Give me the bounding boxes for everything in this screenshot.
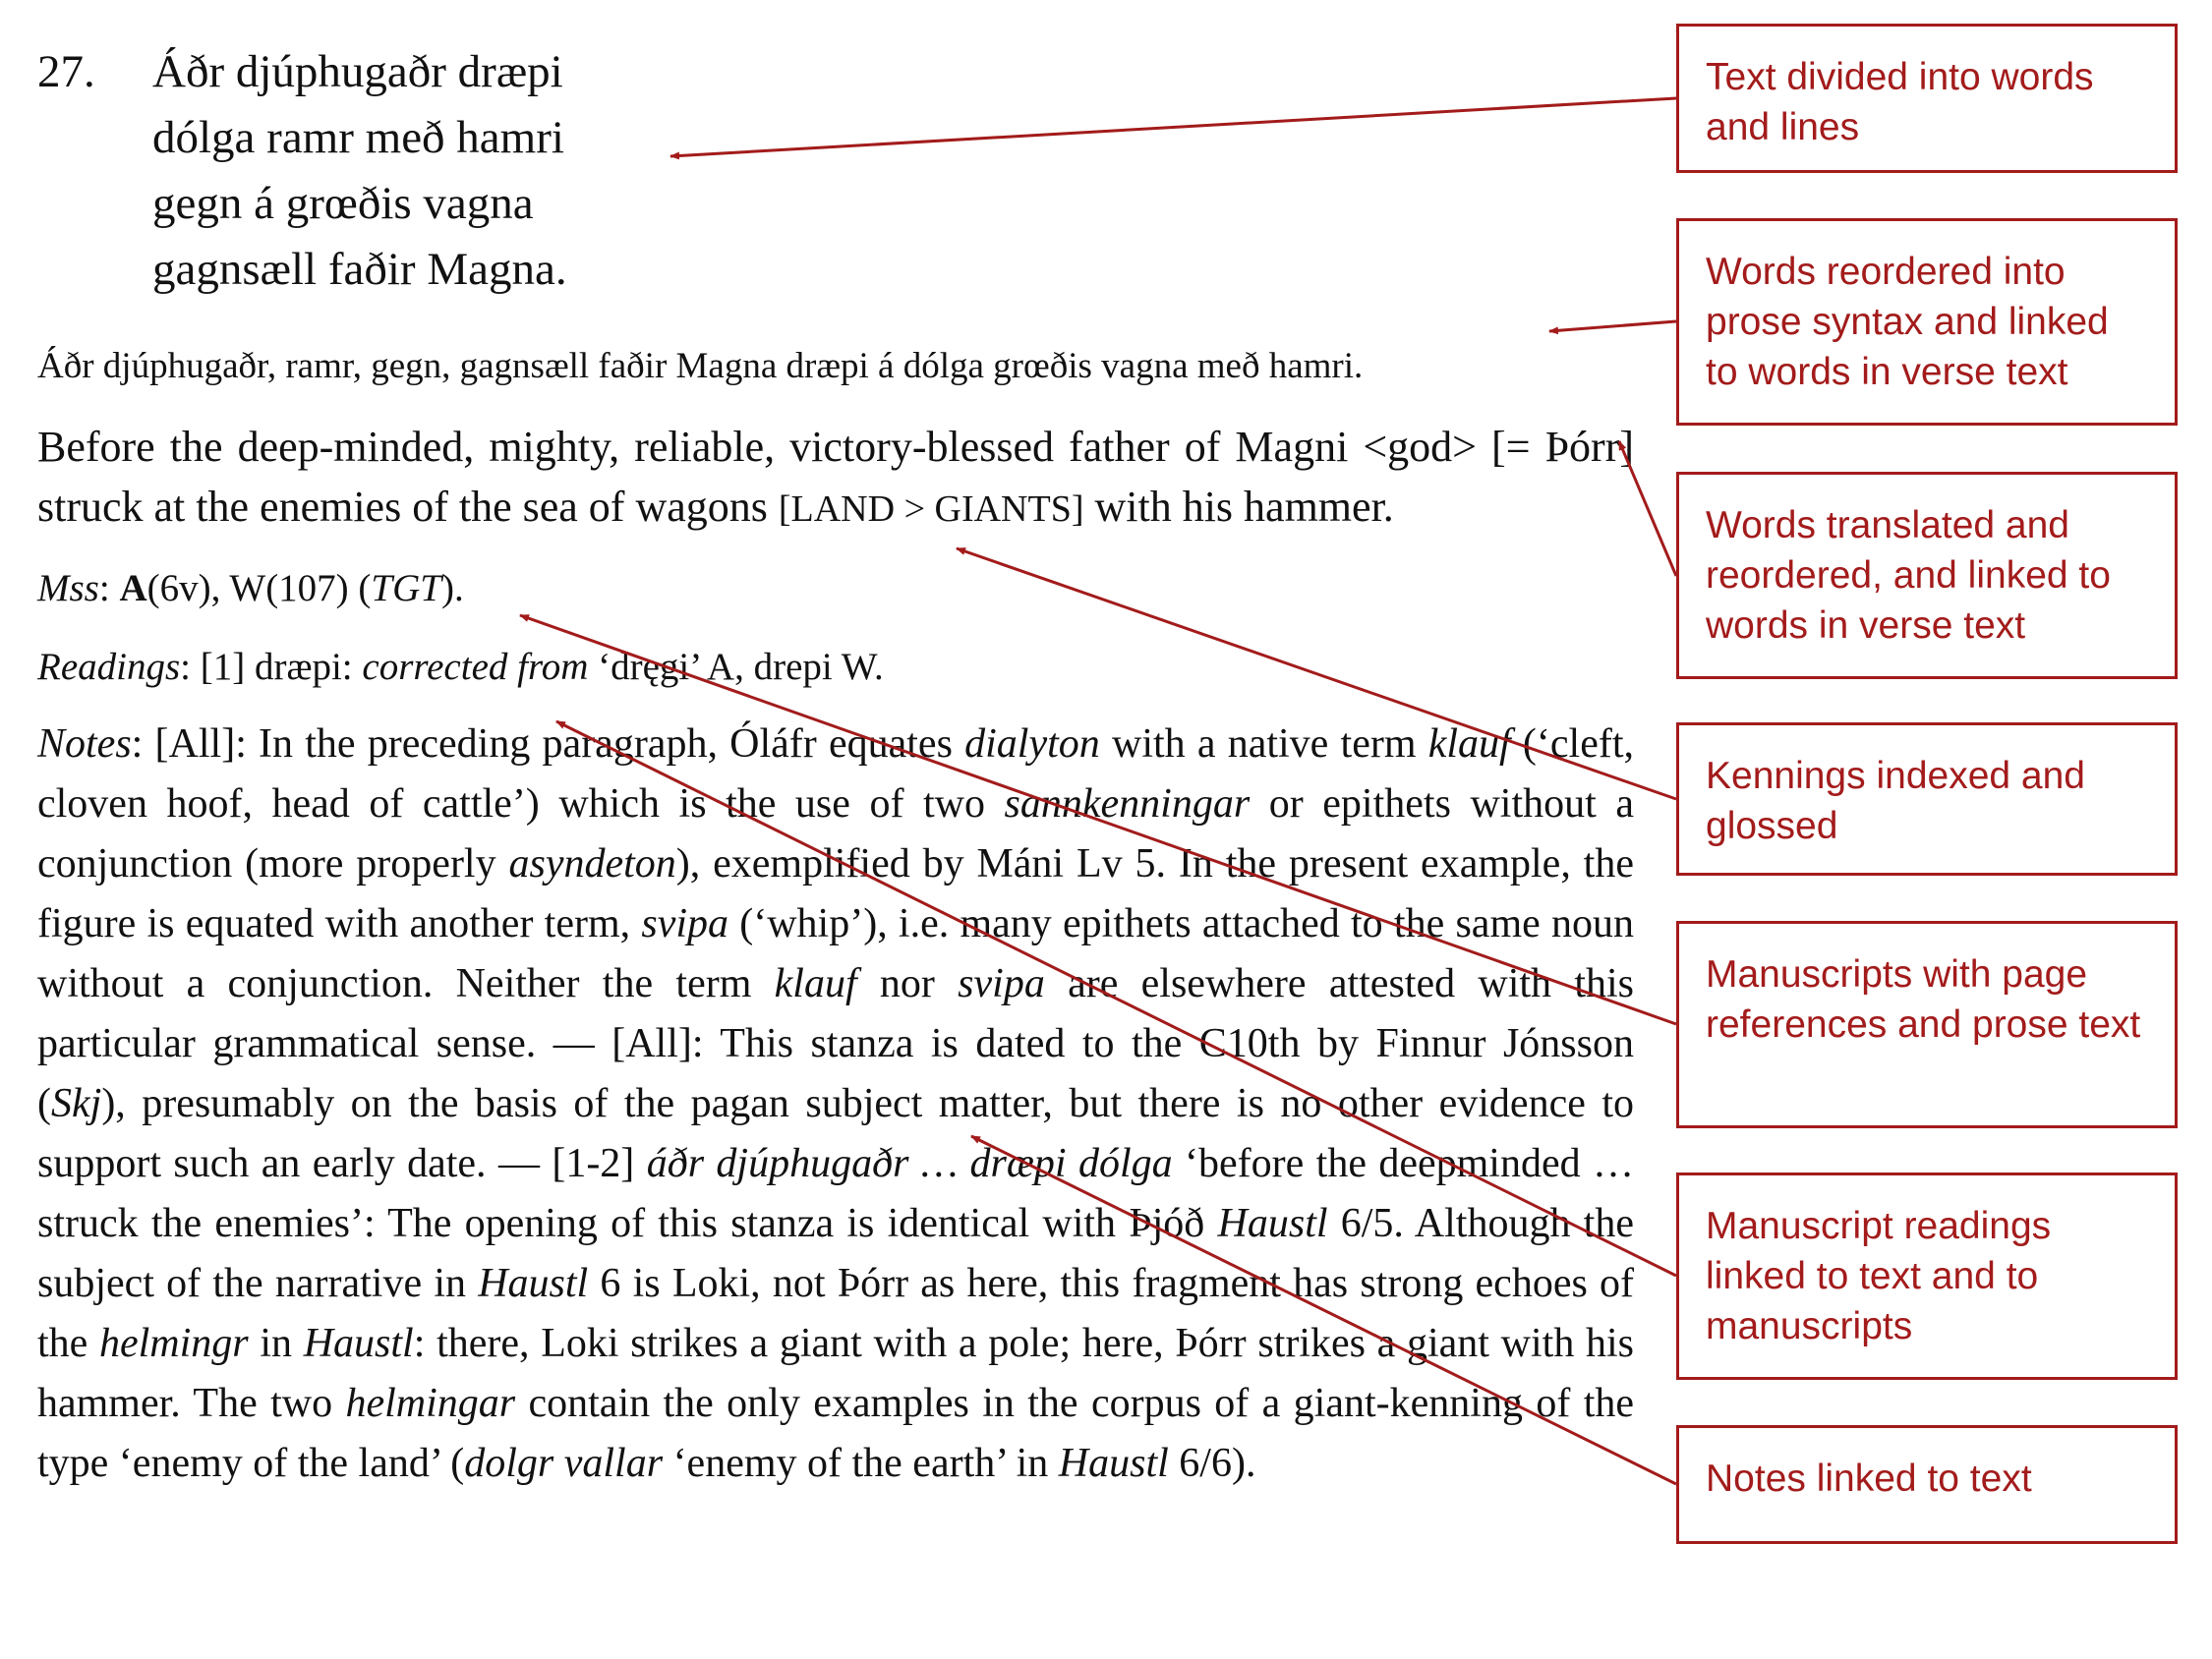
annotation-translation: Words translated and reordered, and linked to words in verse text bbox=[1676, 472, 2178, 679]
readings bbox=[37, 642, 1634, 693]
stanza bbox=[37, 39, 1634, 303]
note-seg: are elsewhere attested with this particular grammatical sense. — [All]: This stanza is dated to the C10th by Finnur Jónsson ( bbox=[37, 961, 1634, 1126]
mss-label: Mss bbox=[37, 567, 99, 609]
note-seg: in bbox=[248, 1321, 304, 1366]
verse-line: gegn á grœðis vagna bbox=[152, 178, 534, 229]
note-term: asyndeton bbox=[508, 841, 676, 887]
stanza-lines bbox=[152, 39, 567, 303]
notes-label: Notes bbox=[37, 721, 132, 767]
readings-text: : [1] dræpi: bbox=[180, 646, 363, 688]
document-body bbox=[37, 39, 1634, 1494]
note-term: Haustl bbox=[303, 1321, 414, 1366]
note-term: Haustl bbox=[1058, 1441, 1169, 1486]
annotation-prose-syntax: Words reordered into prose syntax and linked to words in verse text bbox=[1676, 218, 2178, 426]
note-term: klauf bbox=[774, 961, 857, 1006]
readings-text: ‘dręgi’ A, drepi W. bbox=[588, 646, 884, 688]
verse-line: gagnsæll faðir Magna. bbox=[152, 244, 567, 295]
mss-end: ). bbox=[440, 567, 464, 609]
note-term: helmingr bbox=[99, 1321, 249, 1366]
note-seg: (‘whip’), i.e. many epithets attached to the same noun without a conjunction. Neither the term bbox=[37, 901, 1634, 1006]
note-seg: 6/5. Although the subject of the narrative in bbox=[37, 1201, 1634, 1306]
annotation-readings: Manuscript readings linked to text and to manuscripts bbox=[1676, 1173, 2178, 1380]
note-seg: : [All]: In the preceding paragraph, Óláfr equates bbox=[131, 721, 965, 767]
note-term: svipa bbox=[958, 961, 1045, 1006]
note-seg: or epithets without a conjunction (more properly bbox=[37, 781, 1634, 887]
note-term: Haustl bbox=[478, 1261, 589, 1306]
prose-order: Áðr djúphugaðr, ramr, gegn, gagnsæll faðir Magna dræpi á dólga grœðis vagna með hamri. bbox=[37, 346, 1364, 386]
note-term: dolgr vallar bbox=[464, 1441, 664, 1486]
note-term: Skj bbox=[51, 1081, 102, 1126]
translation bbox=[37, 417, 1634, 540]
ms-tgt: TGT bbox=[371, 567, 441, 609]
note-term: svipa bbox=[641, 901, 729, 946]
note-seg: : there, Loki strikes a giant with a pole; here, Þórr strikes a giant with his hammer. The two bbox=[37, 1321, 1635, 1426]
stanza-number: 27. bbox=[37, 46, 95, 97]
translation-text: with his hammer. bbox=[1083, 483, 1394, 531]
note-seg: 6/6). bbox=[1168, 1441, 1256, 1486]
note-term: dialyton bbox=[964, 721, 1100, 767]
note-seg: ‘enemy of the earth’ in bbox=[663, 1441, 1059, 1486]
note-seg: ), exemplified by Máni Lv 5. In the present example, the figure is equated with another term, bbox=[37, 841, 1634, 946]
annotation-kennings: Kennings indexed and glossed bbox=[1676, 722, 2178, 876]
note-term: helmingar bbox=[345, 1381, 516, 1426]
ms-refs: (6v), W(107) ( bbox=[146, 567, 372, 609]
readings-corrected: corrected from bbox=[362, 646, 589, 688]
note-seg: ‘before the deepminded … struck the enemies’: The opening of this stanza is identical with Þjóð bbox=[37, 1141, 1634, 1246]
note-seg: 6 is Loki, not Þórr as here, this fragment has strong echoes of the bbox=[37, 1261, 1634, 1366]
note-seg: contain the only examples in the corpus of a giant-kenning of the type ‘enemy of the land’ ( bbox=[37, 1381, 1634, 1486]
note-seg: (‘cleft, cloven hoof, head of cattle’) which is the use of two bbox=[37, 721, 1634, 827]
note-term: sannkenningar bbox=[1004, 781, 1251, 827]
readings-label: Readings bbox=[37, 646, 181, 688]
note-seg: ), presumably on the basis of the pagan subject matter, but there is no other evidence to support such an early date. — [1-2] bbox=[37, 1081, 1634, 1186]
annotation-manuscripts: Manuscripts with page references and prose text bbox=[1676, 921, 2178, 1128]
verse-line: Áðr djúphugaðr dræpi bbox=[152, 46, 563, 97]
note-term: Haustl bbox=[1217, 1201, 1328, 1246]
note-seg: with a native term bbox=[1099, 721, 1428, 767]
note-seg: nor bbox=[856, 961, 959, 1006]
manuscripts bbox=[37, 563, 1634, 614]
annotation-notes: Notes linked to text bbox=[1676, 1425, 2178, 1544]
note-term: áðr djúphugaðr … dræpi dólga bbox=[646, 1141, 1173, 1186]
translation-text: Before the deep-minded, mighty, reliable, victory-blessed father of Magni <god> [= Þórr] struck at the enemies of the sea of wagons bbox=[37, 423, 1634, 531]
verse-line: dólga ramr með hamri bbox=[152, 112, 564, 163]
kenning-gloss: [LAND > GIANTS] bbox=[778, 488, 1084, 530]
ms-a: A bbox=[119, 567, 147, 609]
notes bbox=[37, 715, 1634, 1494]
mss-sep: : bbox=[98, 567, 120, 609]
annotation-text-divided: Text divided into words and lines bbox=[1676, 24, 2178, 173]
note-term: klauf bbox=[1427, 721, 1511, 767]
